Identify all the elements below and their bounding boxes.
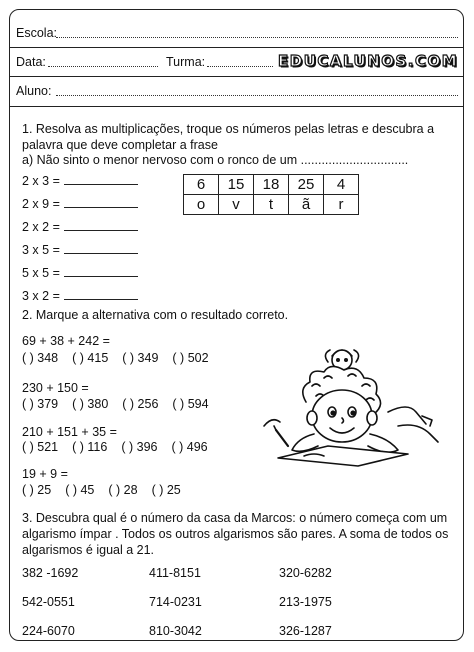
student-label: Aluno: [16,84,52,98]
option-checkbox[interactable]: ( ) 594 [172,397,209,411]
addition-options [22,396,223,412]
answer-line[interactable] [64,195,138,208]
addition-expression: 210 + 151 + 35 = [22,425,117,439]
option-checkbox[interactable]: ( ) 415 [72,351,109,365]
house-number-option: 224-6070 [22,624,75,638]
school-label: Escola: [16,26,57,40]
multiplication-item: 3 x 2 = [22,287,138,310]
multiplication-list [22,172,138,310]
option-checkbox[interactable]: ( ) 521 [22,440,59,454]
code-letter: o [184,195,219,215]
answer-line[interactable] [64,241,138,254]
header-divider [9,76,464,77]
header-divider [9,106,464,107]
school-line[interactable] [56,37,458,38]
house-number-option: 320-6282 [279,566,332,580]
multiplication-item: 5 x 5 = [22,264,138,287]
option-checkbox[interactable]: ( ) 348 [22,351,59,365]
option-checkbox[interactable]: ( ) 396 [121,440,158,454]
number-row [22,623,442,652]
code-number: 18 [254,175,289,195]
option-checkbox[interactable]: ( ) 496 [171,440,208,454]
date-line[interactable] [48,66,158,67]
code-letter: v [219,195,254,215]
code-number: 6 [184,175,219,195]
letter-code-table [183,174,359,215]
code-number: 25 [289,175,324,195]
header-divider [9,47,464,48]
house-number-option: 714-0231 [149,595,202,609]
multiplication-item: 2 x 2 = [22,218,138,241]
house-number-option: 810-3042 [149,624,202,638]
answer-line[interactable] [64,287,138,300]
code-number: 15 [219,175,254,195]
number-row [22,565,442,594]
question-2-title: 2. Marque a alternativa com o resultado correto. [22,308,289,322]
addition-expression: 19 + 9 = [22,467,68,481]
addition-options [22,482,195,498]
house-number-option: 542-0551 [22,595,75,609]
option-checkbox[interactable]: ( ) 379 [22,397,59,411]
code-number: 4 [324,175,359,195]
student-line[interactable] [56,95,458,96]
answer-line[interactable] [64,172,138,185]
question-1-sentence: a) Não sinto o menor nervoso com o ronco de um ............................... [22,153,409,167]
option-checkbox[interactable]: ( ) 502 [172,351,209,365]
option-checkbox[interactable]: ( ) 28 [108,483,138,497]
house-number-option: 213-1975 [279,595,332,609]
multiplication-item: 2 x 3 = [22,172,138,195]
option-checkbox[interactable]: ( ) 380 [72,397,109,411]
code-letters-row [184,195,359,215]
addition-expression: 69 + 38 + 242 = [22,334,110,348]
code-letter: t [254,195,289,215]
number-row [22,594,442,623]
question-3-title: 3. Descubra qual é o número da casa da Marcos: o número começa com um algarismo ímpar . Todos os outros algarismos são pares. A soma de todos os algarismos é igual a 21. [22,511,449,557]
code-numbers-row [184,175,359,195]
code-letter: ã [289,195,324,215]
class-label: Turma: [166,55,206,69]
addition-options [22,439,222,455]
answer-line[interactable] [64,218,138,231]
house-number-grid [22,565,442,652]
answer-line[interactable] [64,264,138,277]
option-checkbox[interactable]: ( ) 349 [122,351,159,365]
code-letter: r [324,195,359,215]
child-drawing-illustration [258,342,448,472]
brand-logo: EDUCALUNOS.COM [278,52,459,70]
question-1-title: 1. Resolva as multiplicações, troque os números pelas letras e descubra a palavra que deve completar a frase [22,122,435,152]
multiplication-item: 2 x 9 = [22,195,138,218]
house-number-option: 382 -1692 [22,566,79,580]
option-checkbox[interactable]: ( ) 25 [151,483,181,497]
addition-expression: 230 + 150 = [22,381,89,395]
house-number-option: 411-8151 [149,566,201,580]
option-checkbox[interactable]: ( ) 116 [72,440,108,454]
addition-options [22,350,223,366]
class-line[interactable] [207,66,273,67]
option-checkbox[interactable]: ( ) 45 [65,483,95,497]
option-checkbox[interactable]: ( ) 256 [122,397,159,411]
multiplication-item: 3 x 5 = [22,241,138,264]
house-number-option: 326-1287 [279,624,332,638]
date-label: Data: [16,55,46,69]
option-checkbox[interactable]: ( ) 25 [22,483,52,497]
